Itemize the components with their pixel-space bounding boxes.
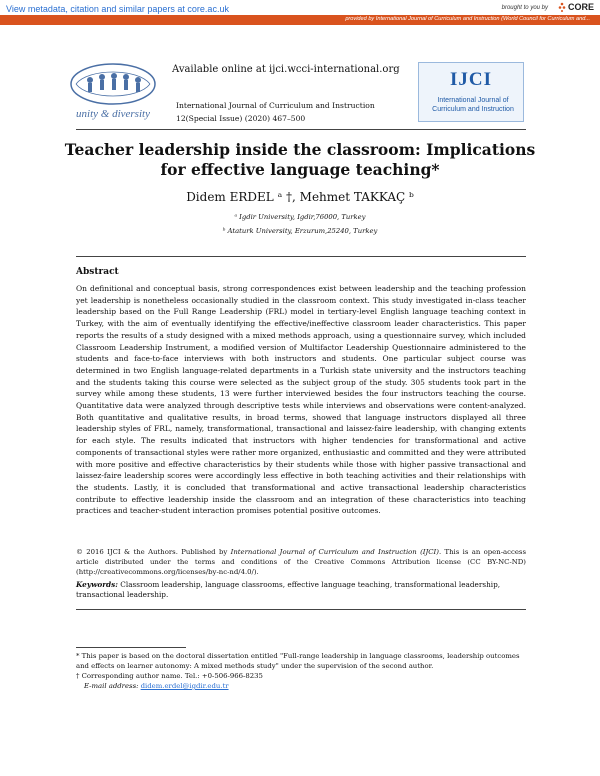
ijci-logo-title: IJCI — [449, 69, 492, 90]
keywords-label: Keywords: — [76, 580, 118, 589]
affiliation-b: ᵇ Ataturk University, Erzurum,25240, Turkey — [222, 227, 378, 235]
abstract-heading: Abstract — [76, 267, 119, 277]
journal-info — [176, 99, 375, 125]
title-line-2: for effective language teaching* — [160, 160, 440, 179]
keywords-list: Classroom leadership, language classrooms, effective language teaching, transformational leadership, transactional leadership. — [76, 580, 501, 600]
keywords — [76, 580, 526, 600]
svg-text:unity & diversity: unity & diversity — [76, 108, 150, 120]
email-label: E-mail address: — [84, 682, 141, 690]
ijci-logo-subtitle — [423, 96, 523, 114]
core-dots-icon — [558, 2, 566, 12]
core-logo[interactable] — [558, 2, 594, 12]
core-logo-text: CORE — [567, 2, 594, 12]
copyright-text: © 2016 IJCI & the Authors. Published by — [76, 548, 231, 556]
core-banner — [0, 0, 600, 15]
journal-name: International Journal of Curriculum and Instruction — [176, 101, 375, 110]
footnote-corresponding: † Corresponding author name. Tel.: +0-506-966-8235 — [76, 672, 263, 680]
core-metadata-link[interactable]: View metadata, citation and similar papers at core.ac.uk — [6, 4, 229, 14]
keywords-divider — [76, 609, 526, 610]
footnote-email — [76, 682, 526, 692]
copyright-notice — [76, 548, 526, 577]
ijci-logo-sub1: International Journal of — [437, 97, 509, 104]
abstract-divider — [76, 256, 526, 257]
email-link[interactable]: didem.erdel@igdir.edu.tr — [140, 682, 229, 690]
footnote-dissertation: * This paper is based on the doctoral dissertation entitled "Full-range leadership in language classrooms, leadership outcomes and effects on learner autonomy: A mixed methods study" under the supervision of the second author. — [76, 652, 520, 670]
journal-issue: 12(Special Issue) (2020) 467–500 — [176, 114, 306, 123]
ijci-logo-sub2: Curriculum and Instruction — [432, 106, 514, 113]
ijci-logo — [418, 62, 524, 122]
title-line-1: Teacher leadership inside the classroom: Implications — [64, 140, 536, 159]
authors: Didem ERDEL ᵃ †, Mehmet TAKKAÇ ᵇ — [186, 190, 414, 204]
abstract-body: On definitional and conceptual basis, strong correspondences exist between leadership and the teaching profession yet leadership is nonetheless occasionally studied in the classroom context. This study investigated in-class teacher leadership based on the Full Range Leadership (FRL) model in tertiary-level English language teaching context in Turkey, with the aim of eventually identifying the effective/ineffective classroom leader characteristics. This paper reports the results of a study designed with a mixed methods approach, using a questionnaire survey, which included Classroom Leadership Instrument, a modified version of Multifactor Leadership Questionnaire administered to the students and face-to-face interviews with both instructors and students. One particular subject course was determined in two English language-related departments in a Turkish state university and the instructors teaching and the students taking this course were selected as the subject group of the study. 305 students took part in the survey while among these students, 13 were further interviewed besides the four instructors teaching the course. Quantitative data were analyzed through descriptive tests while interviews and observations were content-analyzed. Both quantitative and qualitative results, in broad terms, showed that language instructors displayed all three leadership styles of FRL, namely, transformational, transactional and laissez-faire leadership, with changing extents for each style. The results indicated that instructors with higher tendencies for transformational and active components of transactional styles were rather more organized, enthusiastic and committed and they were attributed with more positive and effective characteristics by their students while those with higher passive transactional and laissez-faire leadership scores were accordingly less effective in both teaching activities and their relationships with the students. Lastly, it is concluded that transformational and active transactional leadership characteristics contribute to effective leadership inside the classroom and an integration of these characteristics into teaching practices and teacher-student interaction promises potential positive outcomes. — [76, 284, 526, 516]
copyright-journal: International Journal of Curriculum and Instruction (IJCI) — [230, 548, 439, 556]
available-online: Available online at ijci.wcci-international.org — [172, 64, 400, 75]
copyright-license: . This is an open-access article distributed under the terms and conditions of the Creative Commons Attribution license (CC BY-NC-ND) (http://creativecommons.org/licenses/by-nc-nd/4.0/). — [76, 548, 526, 576]
header-divider — [76, 129, 526, 130]
affiliation-a: ᵃ Igdir University, Igdir,76000, Turkey — [234, 213, 366, 221]
paper-title — [60, 140, 540, 180]
provided-by-link[interactable]: provided by International Journal of Curriculum and Instruction (World Council for Curriculum and... — [345, 16, 590, 22]
wcci-logo — [68, 60, 158, 122]
brought-by-text: brought to you by — [501, 5, 548, 11]
footnote-divider — [76, 647, 186, 648]
